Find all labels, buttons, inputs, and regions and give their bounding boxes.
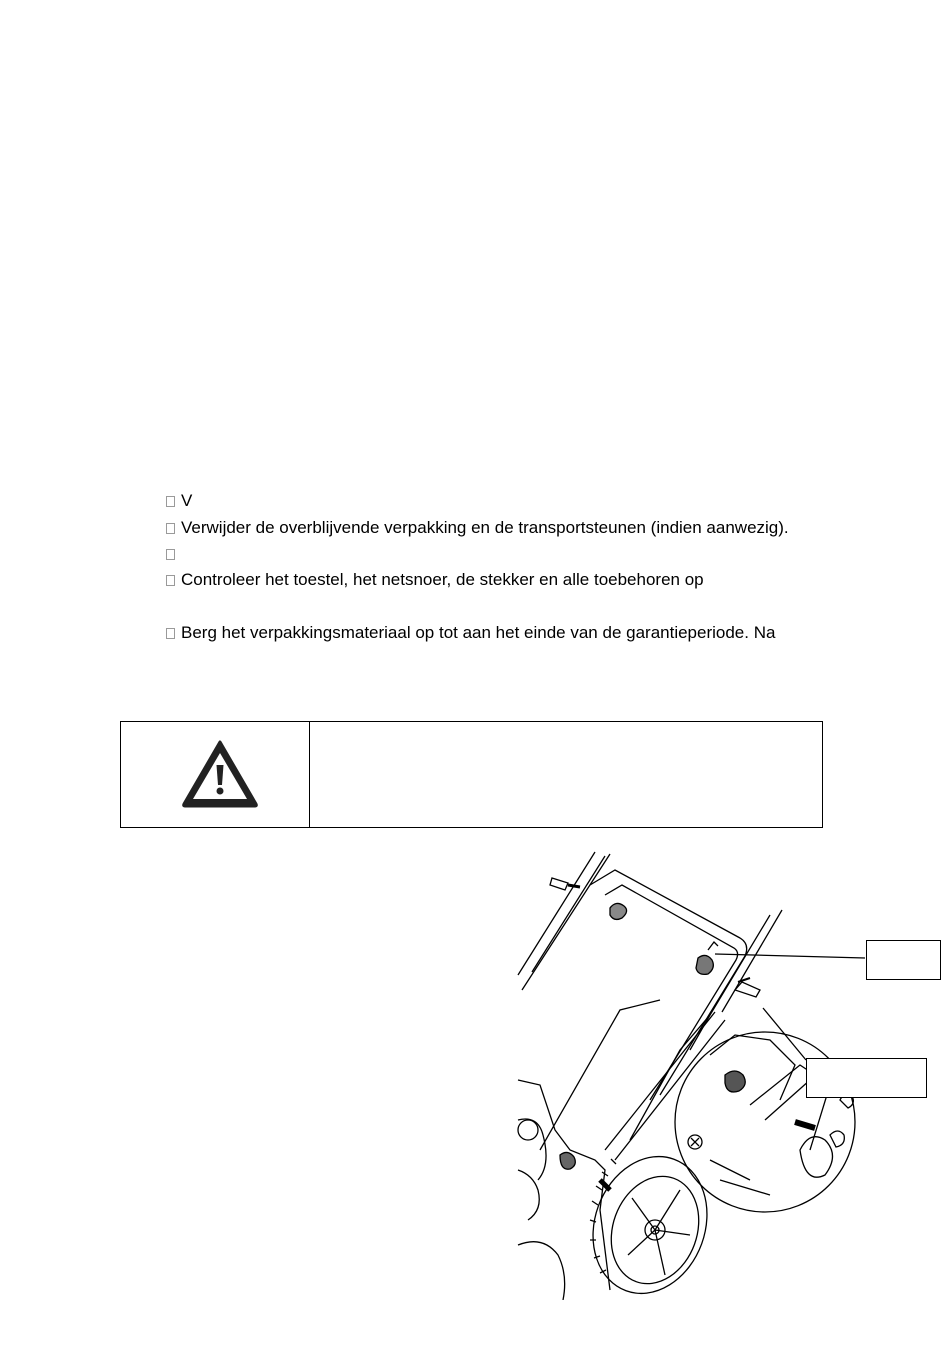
list-item xyxy=(166,543,181,565)
bullet-box-icon xyxy=(166,575,175,586)
bullet-box-icon xyxy=(166,523,175,534)
list-item-text: Berg het verpakkingsmateriaal op tot aan het einde van de garantieperiode. Na xyxy=(181,623,776,642)
list-item-text: Verwijder de overblijvende verpakking en de transportsteunen (indien aanwezig). xyxy=(181,518,789,537)
list-item xyxy=(166,490,192,512)
bullet-box-icon xyxy=(166,628,175,639)
warning-triangle-icon xyxy=(181,739,259,809)
warning-table xyxy=(120,721,823,828)
bullet-box-icon xyxy=(166,549,175,560)
list-item xyxy=(166,569,704,591)
lawnmower-handle-figure xyxy=(510,850,950,1300)
list-item-text: Controleer het toestel, het netsnoer, de stekker en alle toebehoren op xyxy=(181,570,704,589)
list-item-text: V xyxy=(181,491,193,510)
table-divider xyxy=(309,722,310,827)
bullet-box-icon xyxy=(166,496,175,507)
callout-box-2 xyxy=(806,1058,927,1098)
list-item xyxy=(166,517,789,539)
list-item xyxy=(166,622,775,644)
callout-box-1 xyxy=(866,940,941,980)
